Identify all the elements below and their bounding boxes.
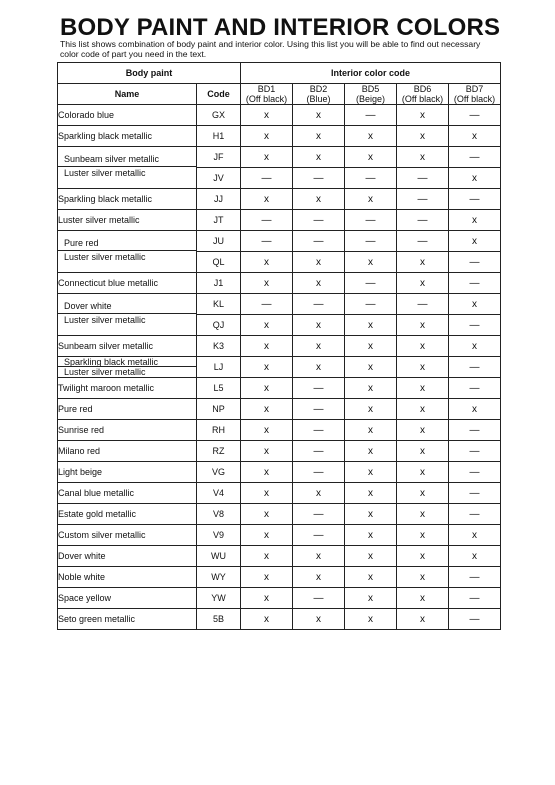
availability-mark: x (345, 189, 397, 210)
availability-mark: x (345, 126, 397, 147)
availability-mark: x (241, 483, 293, 504)
availability-mark: x (397, 504, 449, 525)
paint-code: QL (197, 252, 241, 273)
availability-mark: x (345, 567, 397, 588)
color-table (57, 62, 501, 630)
availability-mark: x (449, 525, 501, 546)
availability-mark: x (293, 546, 345, 567)
availability-mark: x (241, 378, 293, 399)
paint-name: Milano red (58, 441, 197, 462)
paint-name: Connecticut blue metallic (58, 273, 197, 294)
availability-mark: x (345, 525, 397, 546)
availability-mark: — (293, 504, 345, 525)
paint-code: RZ (197, 441, 241, 462)
paint-name: Light beige (58, 462, 197, 483)
table-row (58, 483, 501, 504)
paint-name-cell (58, 357, 197, 378)
availability-mark: x (449, 399, 501, 420)
paint-name: Colorado blue (58, 105, 197, 126)
availability-mark: x (449, 546, 501, 567)
paint-name: Sparkling black metallic (58, 357, 196, 367)
paint-code: JT (197, 210, 241, 231)
body-paint-header: Body paint (58, 63, 241, 84)
availability-mark: x (241, 546, 293, 567)
availability-mark: x (397, 399, 449, 420)
paint-code: NP (197, 399, 241, 420)
availability-mark: x (397, 525, 449, 546)
table-row (58, 231, 501, 252)
paint-name: Luster silver metallic (64, 252, 146, 262)
availability-mark: x (241, 525, 293, 546)
paint-code: WU (197, 546, 241, 567)
availability-mark: — (449, 567, 501, 588)
table-row (58, 273, 501, 294)
availability-mark: x (293, 567, 345, 588)
paint-code: JF (197, 147, 241, 168)
page-title: BODY PAINT AND INTERIOR COLORS (60, 14, 501, 41)
availability-mark: x (345, 441, 397, 462)
availability-mark: x (241, 420, 293, 441)
availability-mark: x (241, 504, 293, 525)
availability-mark: x (293, 126, 345, 147)
availability-mark: — (293, 168, 345, 189)
availability-mark: — (449, 147, 501, 168)
paint-code: K3 (197, 336, 241, 357)
paint-code: RH (197, 420, 241, 441)
paint-name: Sunrise red (58, 420, 197, 441)
paint-name: Noble white (58, 567, 197, 588)
availability-mark: x (397, 336, 449, 357)
availability-mark: x (241, 357, 293, 378)
availability-mark: — (241, 231, 293, 252)
availability-mark: x (397, 462, 449, 483)
availability-mark: x (397, 147, 449, 168)
paint-name: Seto green metallic (58, 609, 197, 630)
availability-mark: x (241, 126, 293, 147)
interior-header: Interior color code (241, 63, 501, 84)
availability-mark: x (345, 420, 397, 441)
availability-mark: x (397, 126, 449, 147)
availability-mark: — (449, 273, 501, 294)
paint-name: Luster silver metallic (58, 210, 197, 231)
table-row (58, 210, 501, 231)
availability-mark: — (293, 525, 345, 546)
table-row (58, 294, 501, 315)
table-row (58, 126, 501, 147)
availability-mark: x (449, 168, 501, 189)
availability-mark: — (449, 189, 501, 210)
availability-mark: x (293, 315, 345, 336)
availability-mark: x (397, 546, 449, 567)
paint-name: Luster silver metallic (64, 367, 146, 377)
availability-mark: — (345, 105, 397, 126)
availability-mark: — (345, 168, 397, 189)
table-row (58, 525, 501, 546)
availability-mark: — (345, 273, 397, 294)
availability-mark: x (293, 336, 345, 357)
availability-mark: x (345, 483, 397, 504)
availability-mark: x (345, 357, 397, 378)
availability-mark: — (397, 294, 449, 315)
paint-code: H1 (197, 126, 241, 147)
table-row (58, 105, 501, 126)
availability-mark: — (293, 441, 345, 462)
availability-mark: x (345, 147, 397, 168)
paint-name-cell (58, 147, 197, 189)
paint-code: L5 (197, 378, 241, 399)
availability-mark: x (345, 588, 397, 609)
availability-mark: x (241, 567, 293, 588)
availability-mark: x (241, 588, 293, 609)
code-header: Code (197, 84, 241, 105)
availability-mark: x (345, 252, 397, 273)
paint-name: Space yellow (58, 588, 197, 609)
availability-mark: x (449, 231, 501, 252)
bd-header: BD1 (Off black) (241, 84, 293, 105)
availability-mark: x (241, 315, 293, 336)
paint-code: V9 (197, 525, 241, 546)
paint-code: KL (197, 294, 241, 315)
paint-code: LJ (197, 357, 241, 378)
availability-mark: x (449, 336, 501, 357)
table-row (58, 504, 501, 525)
table-row (58, 189, 501, 210)
table-row (58, 588, 501, 609)
availability-mark: x (293, 105, 345, 126)
availability-mark: x (293, 273, 345, 294)
availability-mark: — (397, 210, 449, 231)
paint-code: J1 (197, 273, 241, 294)
paint-name: Luster silver metallic (64, 168, 146, 178)
availability-mark: — (397, 231, 449, 252)
availability-mark: — (397, 189, 449, 210)
table-row (58, 567, 501, 588)
table-row (58, 336, 501, 357)
paint-code: V4 (197, 483, 241, 504)
availability-mark: — (241, 210, 293, 231)
availability-mark: — (293, 210, 345, 231)
availability-mark: — (293, 588, 345, 609)
availability-mark: x (241, 273, 293, 294)
paint-name-cell (58, 231, 197, 273)
paint-name: Dover white (58, 294, 196, 314)
availability-mark: x (449, 294, 501, 315)
availability-mark: x (345, 462, 397, 483)
availability-mark: x (345, 378, 397, 399)
availability-mark: — (293, 294, 345, 315)
availability-mark: — (293, 420, 345, 441)
availability-mark: x (397, 588, 449, 609)
availability-mark: x (241, 399, 293, 420)
availability-mark: x (397, 252, 449, 273)
availability-mark: — (397, 168, 449, 189)
paint-name: Canal blue metallic (58, 483, 197, 504)
intro-text: This list shows combination of body paint and interior color. Using this list you will be able to find out necessary color code of part you need in the text. (60, 39, 481, 59)
availability-mark: — (345, 210, 397, 231)
availability-mark: x (449, 126, 501, 147)
bd-header: BD7 (Off black) (449, 84, 501, 105)
availability-mark: x (397, 273, 449, 294)
availability-mark: x (293, 357, 345, 378)
bd-header: BD5 (Beige) (345, 84, 397, 105)
availability-mark: — (449, 105, 501, 126)
availability-mark: x (293, 147, 345, 168)
availability-mark: x (449, 210, 501, 231)
availability-mark: x (397, 609, 449, 630)
availability-mark: — (293, 399, 345, 420)
availability-mark: x (397, 378, 449, 399)
paint-code: VG (197, 462, 241, 483)
availability-mark: — (449, 588, 501, 609)
table-row (58, 609, 501, 630)
availability-mark: — (449, 504, 501, 525)
availability-mark: — (293, 378, 345, 399)
table-row (58, 546, 501, 567)
table-row (58, 420, 501, 441)
paint-name: Sunbeam silver metallic (58, 336, 197, 357)
availability-mark: — (241, 294, 293, 315)
availability-mark: — (449, 462, 501, 483)
availability-mark: x (293, 252, 345, 273)
paint-name: Twilight maroon metallic (58, 378, 197, 399)
paint-name: Luster silver metallic (64, 315, 146, 325)
availability-mark: — (449, 420, 501, 441)
paint-name: Custom silver metallic (58, 525, 197, 546)
availability-mark: x (345, 336, 397, 357)
availability-mark: x (397, 420, 449, 441)
paint-name: Sunbeam silver metallic (58, 147, 196, 167)
availability-mark: x (397, 105, 449, 126)
availability-mark: x (397, 567, 449, 588)
availability-mark: x (397, 441, 449, 462)
paint-code: JV (197, 168, 241, 189)
paint-name: Sparkling black metallic (58, 189, 197, 210)
availability-mark: x (397, 483, 449, 504)
availability-mark: x (293, 609, 345, 630)
availability-mark: x (241, 609, 293, 630)
availability-mark: x (345, 546, 397, 567)
paint-code: WY (197, 567, 241, 588)
paint-code: V8 (197, 504, 241, 525)
table-row (58, 378, 501, 399)
paint-code: YW (197, 588, 241, 609)
paint-code: JU (197, 231, 241, 252)
availability-mark: — (449, 609, 501, 630)
table-row (58, 147, 501, 168)
availability-mark: x (241, 462, 293, 483)
availability-mark: x (293, 483, 345, 504)
availability-mark: x (345, 504, 397, 525)
availability-mark: — (449, 378, 501, 399)
table-row (58, 399, 501, 420)
paint-code: GX (197, 105, 241, 126)
availability-mark: x (241, 189, 293, 210)
bd-header: BD6 (Off black) (397, 84, 449, 105)
availability-mark: x (345, 399, 397, 420)
availability-mark: x (241, 147, 293, 168)
bd-header: BD2 (Blue) (293, 84, 345, 105)
availability-mark: — (293, 231, 345, 252)
availability-mark: — (345, 294, 397, 315)
availability-mark: x (241, 105, 293, 126)
availability-mark: — (449, 483, 501, 504)
name-header: Name (58, 84, 197, 105)
availability-mark: x (241, 336, 293, 357)
availability-mark: — (293, 462, 345, 483)
paint-name: Sparkling black metallic (58, 126, 197, 147)
availability-mark: x (397, 315, 449, 336)
paint-code: 5B (197, 609, 241, 630)
paint-name: Estate gold metallic (58, 504, 197, 525)
paint-name: Pure red (58, 399, 197, 420)
table-row (58, 462, 501, 483)
paint-code: JJ (197, 189, 241, 210)
availability-mark: x (241, 252, 293, 273)
paint-code: QJ (197, 315, 241, 336)
paint-name: Dover white (58, 546, 197, 567)
availability-mark: — (449, 252, 501, 273)
availability-mark: — (449, 315, 501, 336)
availability-mark: x (397, 357, 449, 378)
availability-mark: — (449, 357, 501, 378)
table-row (58, 357, 501, 378)
availability-mark: — (449, 441, 501, 462)
availability-mark: x (293, 189, 345, 210)
table-row (58, 441, 501, 462)
availability-mark: x (345, 315, 397, 336)
availability-mark: x (345, 609, 397, 630)
paint-name-cell (58, 294, 197, 336)
availability-mark: — (345, 231, 397, 252)
paint-name: Pure red (58, 231, 196, 251)
availability-mark: — (241, 168, 293, 189)
availability-mark: x (241, 441, 293, 462)
